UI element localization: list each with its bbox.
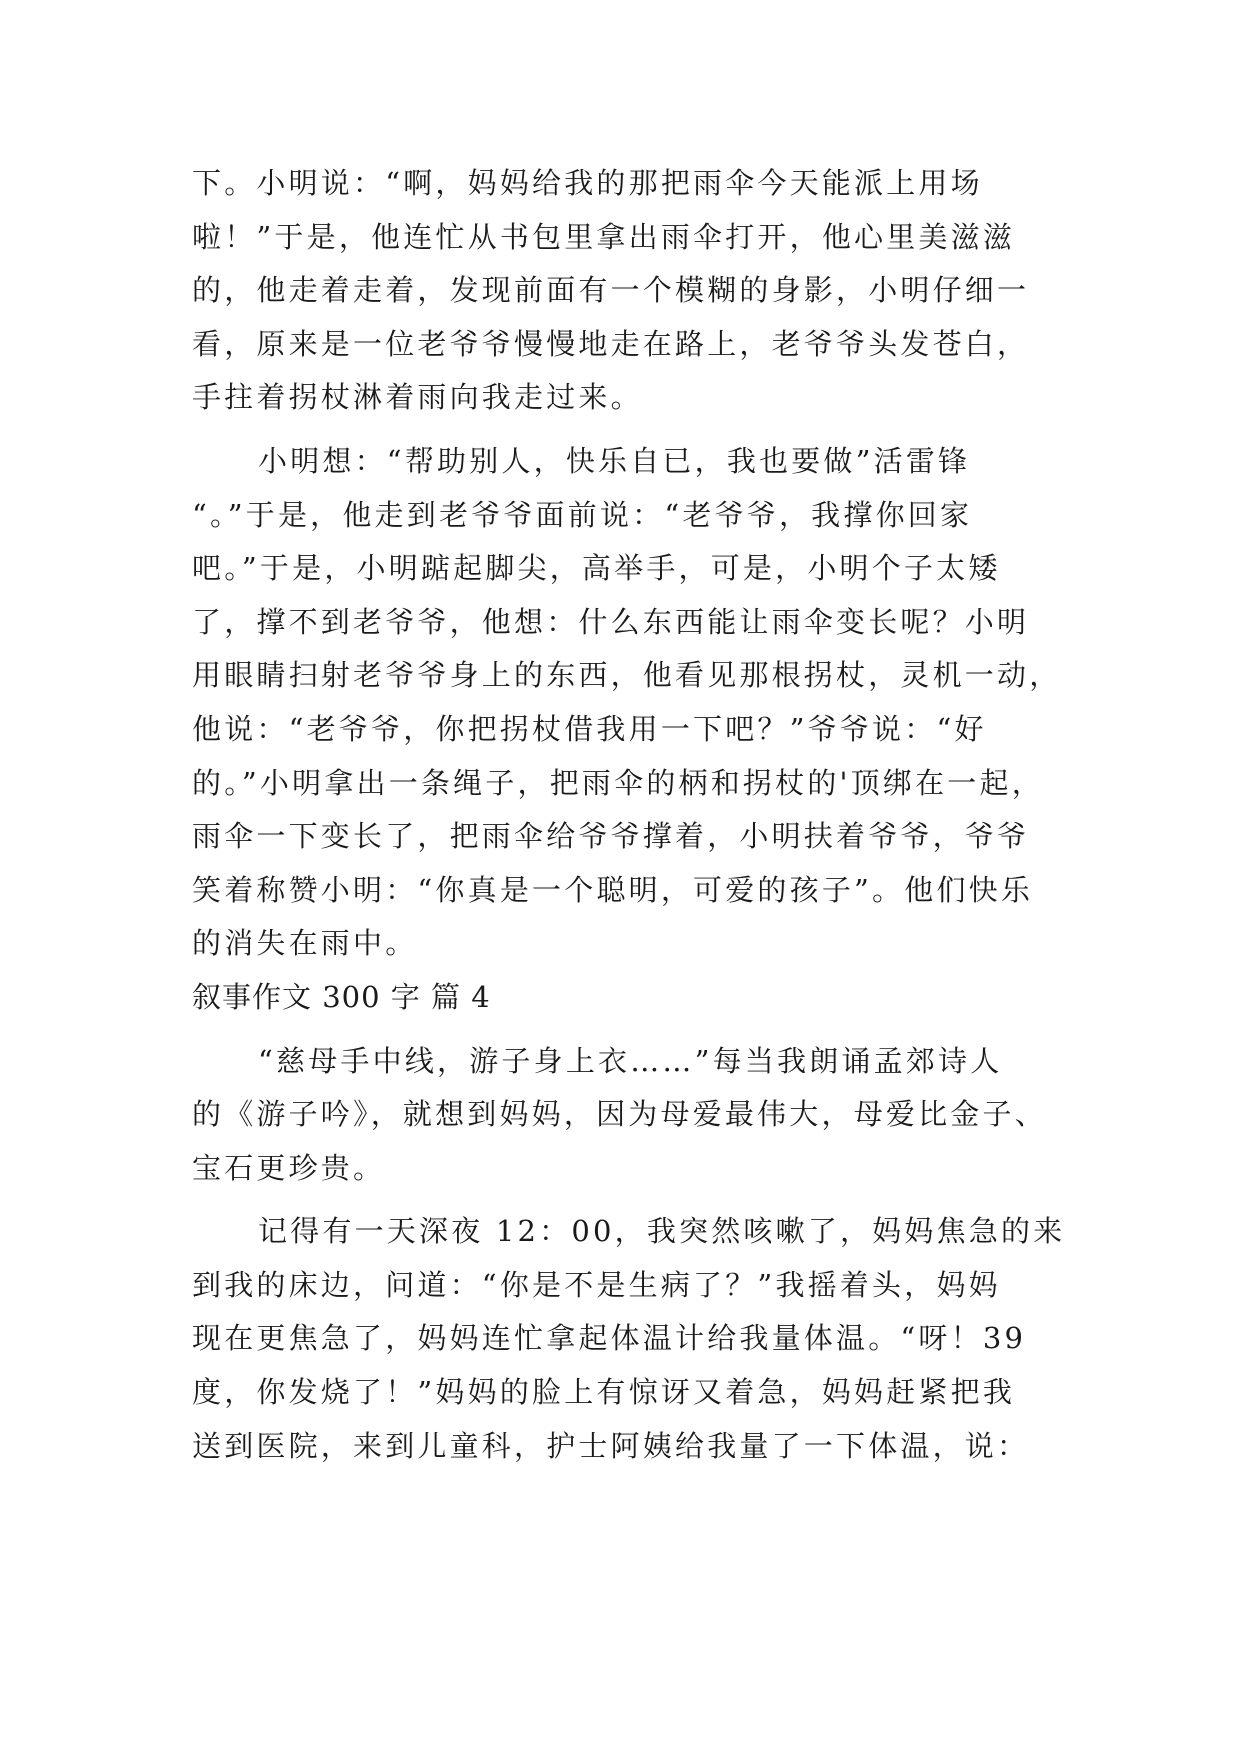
section-heading: 叙事作文 300 字 篇 4 xyxy=(192,979,491,1014)
paragraph-line: 小明想：“帮助别人，快乐自已，我也要做”活雷锋 xyxy=(258,443,971,478)
paragraph-line: 他说：“老爷爷，你把拐杖借我用一下吧？”爷爷说：“好 xyxy=(192,711,987,746)
document-body xyxy=(192,157,1066,1473)
paragraph-line: 记得有一天深夜 12：00，我突然咳嗽了，妈妈焦急的来 xyxy=(258,1214,1066,1249)
paragraph-line: 的，他走着走着，发现前面有一个模糊的身影，小明仔细一 xyxy=(192,273,1030,308)
paragraph-line: 笑着称赞小明：“你真是一个聪明，可爱的孩子”。他们快乐 xyxy=(192,872,1034,907)
paragraph-line: 到我的床边，问道：“你是不是生病了？”我摇着头，妈妈 xyxy=(192,1267,1001,1302)
paragraph-line: 雨伞一下变长了，把雨伞给爷爷撑着，小明扶着爷爷，爷爷 xyxy=(192,819,1030,854)
paragraph-line: 用眼睛扫射老爷爷身上的东西，他看见那根拐杖，灵机一动， xyxy=(192,658,1062,693)
paragraph-line: “慈母手中线，游子身上衣……”每当我朗诵孟郊诗人 xyxy=(258,1043,1003,1078)
paragraph-line: 度，你发烧了！”妈妈的脸上有惊讶又着急，妈妈赶紧把我 xyxy=(192,1375,1016,1410)
paragraph-line: 的消失在雨中。 xyxy=(192,926,418,961)
paragraph-line: 的。”小明拿出一条绳子，把雨伞的柄和拐杖的'顶绑在一起， xyxy=(192,765,1044,800)
paragraph-line: 了，撑不到老爷爷，他想：什么东西能让雨伞变长呢？小明 xyxy=(192,604,1030,639)
paragraph-line: 手拄着拐杖淋着雨向我走过来。 xyxy=(192,380,643,415)
paragraph-line: 的《游子吟》，就想到妈妈，因为母爱最伟大，母爱比金子、 xyxy=(192,1097,1047,1132)
paragraph-line: 啦！”于是，他连忙从书包里拿出雨伞打开，他心里美滋滋 xyxy=(192,219,1016,254)
paragraph-line: 宝石更珍贵。 xyxy=(192,1150,386,1185)
paragraph-line: 送到医院，来到儿童科，护士阿姨给我量了一下体温，说： xyxy=(192,1428,1030,1463)
paragraph-line: 看，原来是一位老爷爷慢慢地走在路上，老爷爷头发苍白， xyxy=(192,326,1030,361)
paragraph-line: 吧。”于是，小明踮起脚尖，高举手，可是，小明个子太矮 xyxy=(192,551,1001,586)
paragraph-line: “。”于是，他走到老爷爷面前说：“老爷爷，我撑你回家 xyxy=(192,497,973,532)
paragraph-line: 现在更焦急了，妈妈连忙拿起体温计给我量体温。“呀！39 xyxy=(192,1321,1027,1356)
paragraph-line: 下。小明说：“啊，妈妈给我的那把雨伞今天能派上用场 xyxy=(192,166,983,200)
